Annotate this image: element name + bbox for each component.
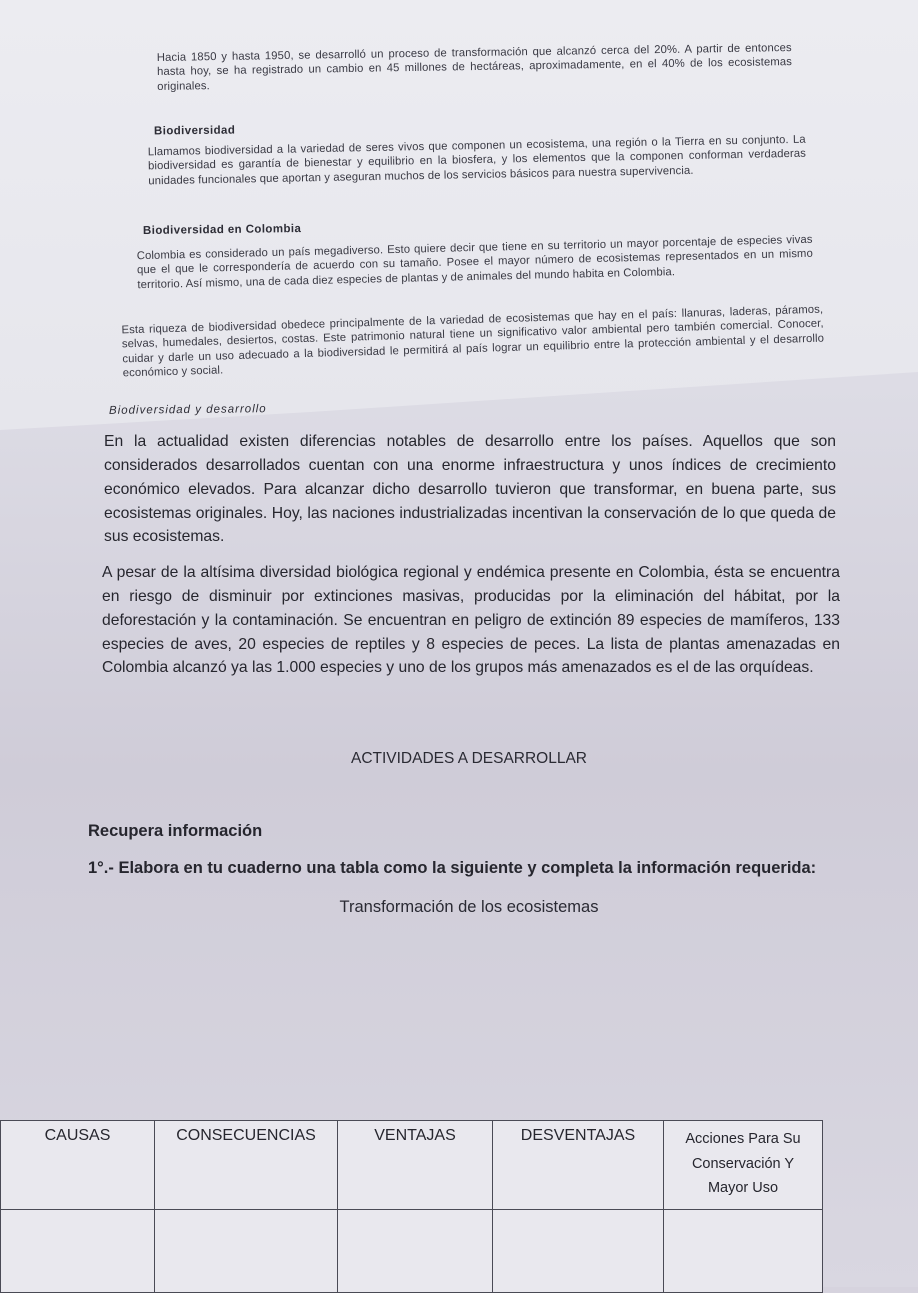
table-cell xyxy=(155,1210,338,1293)
header-desventajas: DESVENTAJAS xyxy=(493,1121,664,1210)
header-ventajas: VENTAJAS xyxy=(338,1121,493,1210)
colombia-heading: Biodiversidad en Colombia xyxy=(142,223,302,237)
header-consecuencias: CONSECUENCIAS xyxy=(155,1121,338,1210)
table-title: Transformación de los ecosistemas xyxy=(339,898,599,916)
development-paragraph: En la actualidad existen diferencias notables de desarrollo entre los países. Aquellos que son considerados desarrollados cuentan con una enorme infraestructura y unos índices de crecimiento económico elevados. Para alcanzar dicho desarrollo tuvieron que transformar, en buena parte, sus ecosistemas originales. Hoy, las naciones industrializadas incentivan la conservación de lo que queda de sus ecosistemas. xyxy=(104,433,836,546)
table-row xyxy=(1,1210,823,1293)
table-cell xyxy=(664,1210,823,1293)
instruction-text: 1°.- Elabora en tu cuaderno una tabla como la siguiente y completa la información requerida: xyxy=(88,859,817,877)
table-cell xyxy=(493,1210,664,1293)
transformation-table xyxy=(0,1120,918,1287)
table-header-row xyxy=(1,1121,823,1210)
header-causas: CAUSAS xyxy=(1,1121,155,1210)
colombia-paragraph-1: Colombia es considerado un país megadiverso. Esto quiere decir que tiene en su territorio un mayor porcentaje de especies vivas que el que le correspondería de acuerdo con su tamaño. Posee el mayor número de ecosistemas representados en un mismo territorio. Así mismo, una de cada diez especies de plantas y de animales del mundo habita en Colombia. xyxy=(136,233,814,292)
activities-title: ACTIVIDADES A DESARROLLAR xyxy=(350,750,588,767)
biodiversidad-paragraph: Llamamos biodiversidad a la variedad de seres vivos que componen un ecosistema, una región o la Tierra en su conjunto. La biodiversidad es garantía de bienestar y equilibrio en la biosfera, y los elementos que la componen conforman verdaderas unidades funcionales que aportan y aseguran muchos de los servicios básicos para nuestra supervivencia. xyxy=(147,133,807,188)
biodiversidad-heading: Biodiversidad xyxy=(153,124,236,138)
extinction-paragraph: A pesar de la altísima diversidad biológica regional y endémica presente en Colombia, ésta se encuentra en riesgo de disminuir por extinciones masivas, producidas por la eliminación del hábitat, por la deforestación y la contaminación. Se encuentran en peligro de extinción 89 especies de mamíferos, 133 especies de aves, 20 especies de reptiles y 8 especies de peces. La lista de plantas amenazadas en Colombia alcanzó ya las 1.000 especies y uno de los grupos más amenazados es el de las orquídeas. xyxy=(102,564,840,677)
header-acciones: Acciones Para Su Conservación Y Mayor Uso xyxy=(664,1121,823,1210)
table-cell xyxy=(1,1210,155,1293)
recupera-heading: Recupera información xyxy=(88,822,263,840)
intro-paragraph: Hacia 1850 y hasta 1950, se desarrolló un proceso de transformación que alcanzó cerca del 20%. A partir de entonces hasta hoy, se ha registrado un cambio en 45 millones de hectáreas, aproximadamente, en el 40% de los ecosistemas originales. xyxy=(156,42,793,93)
table-cell xyxy=(338,1210,493,1293)
desarrollo-heading: Biodiversidad y desarrollo xyxy=(108,403,267,417)
colombia-paragraph-2: Esta riqueza de biodiversidad obedece principalmente de la variedad de ecosistemas que hay en el país: llanuras, laderas, páramos, selvas, humedales, desiertos, costas. Este patrimonio natural tiene un significativo valor ambiental pero también comercial. Conocer, cuidar y darle un uso adecuado a la biodiversidad le permitirá al país lograr un equilibrio entre la protección ambiental y el desarrollo económico y social. xyxy=(121,303,825,380)
